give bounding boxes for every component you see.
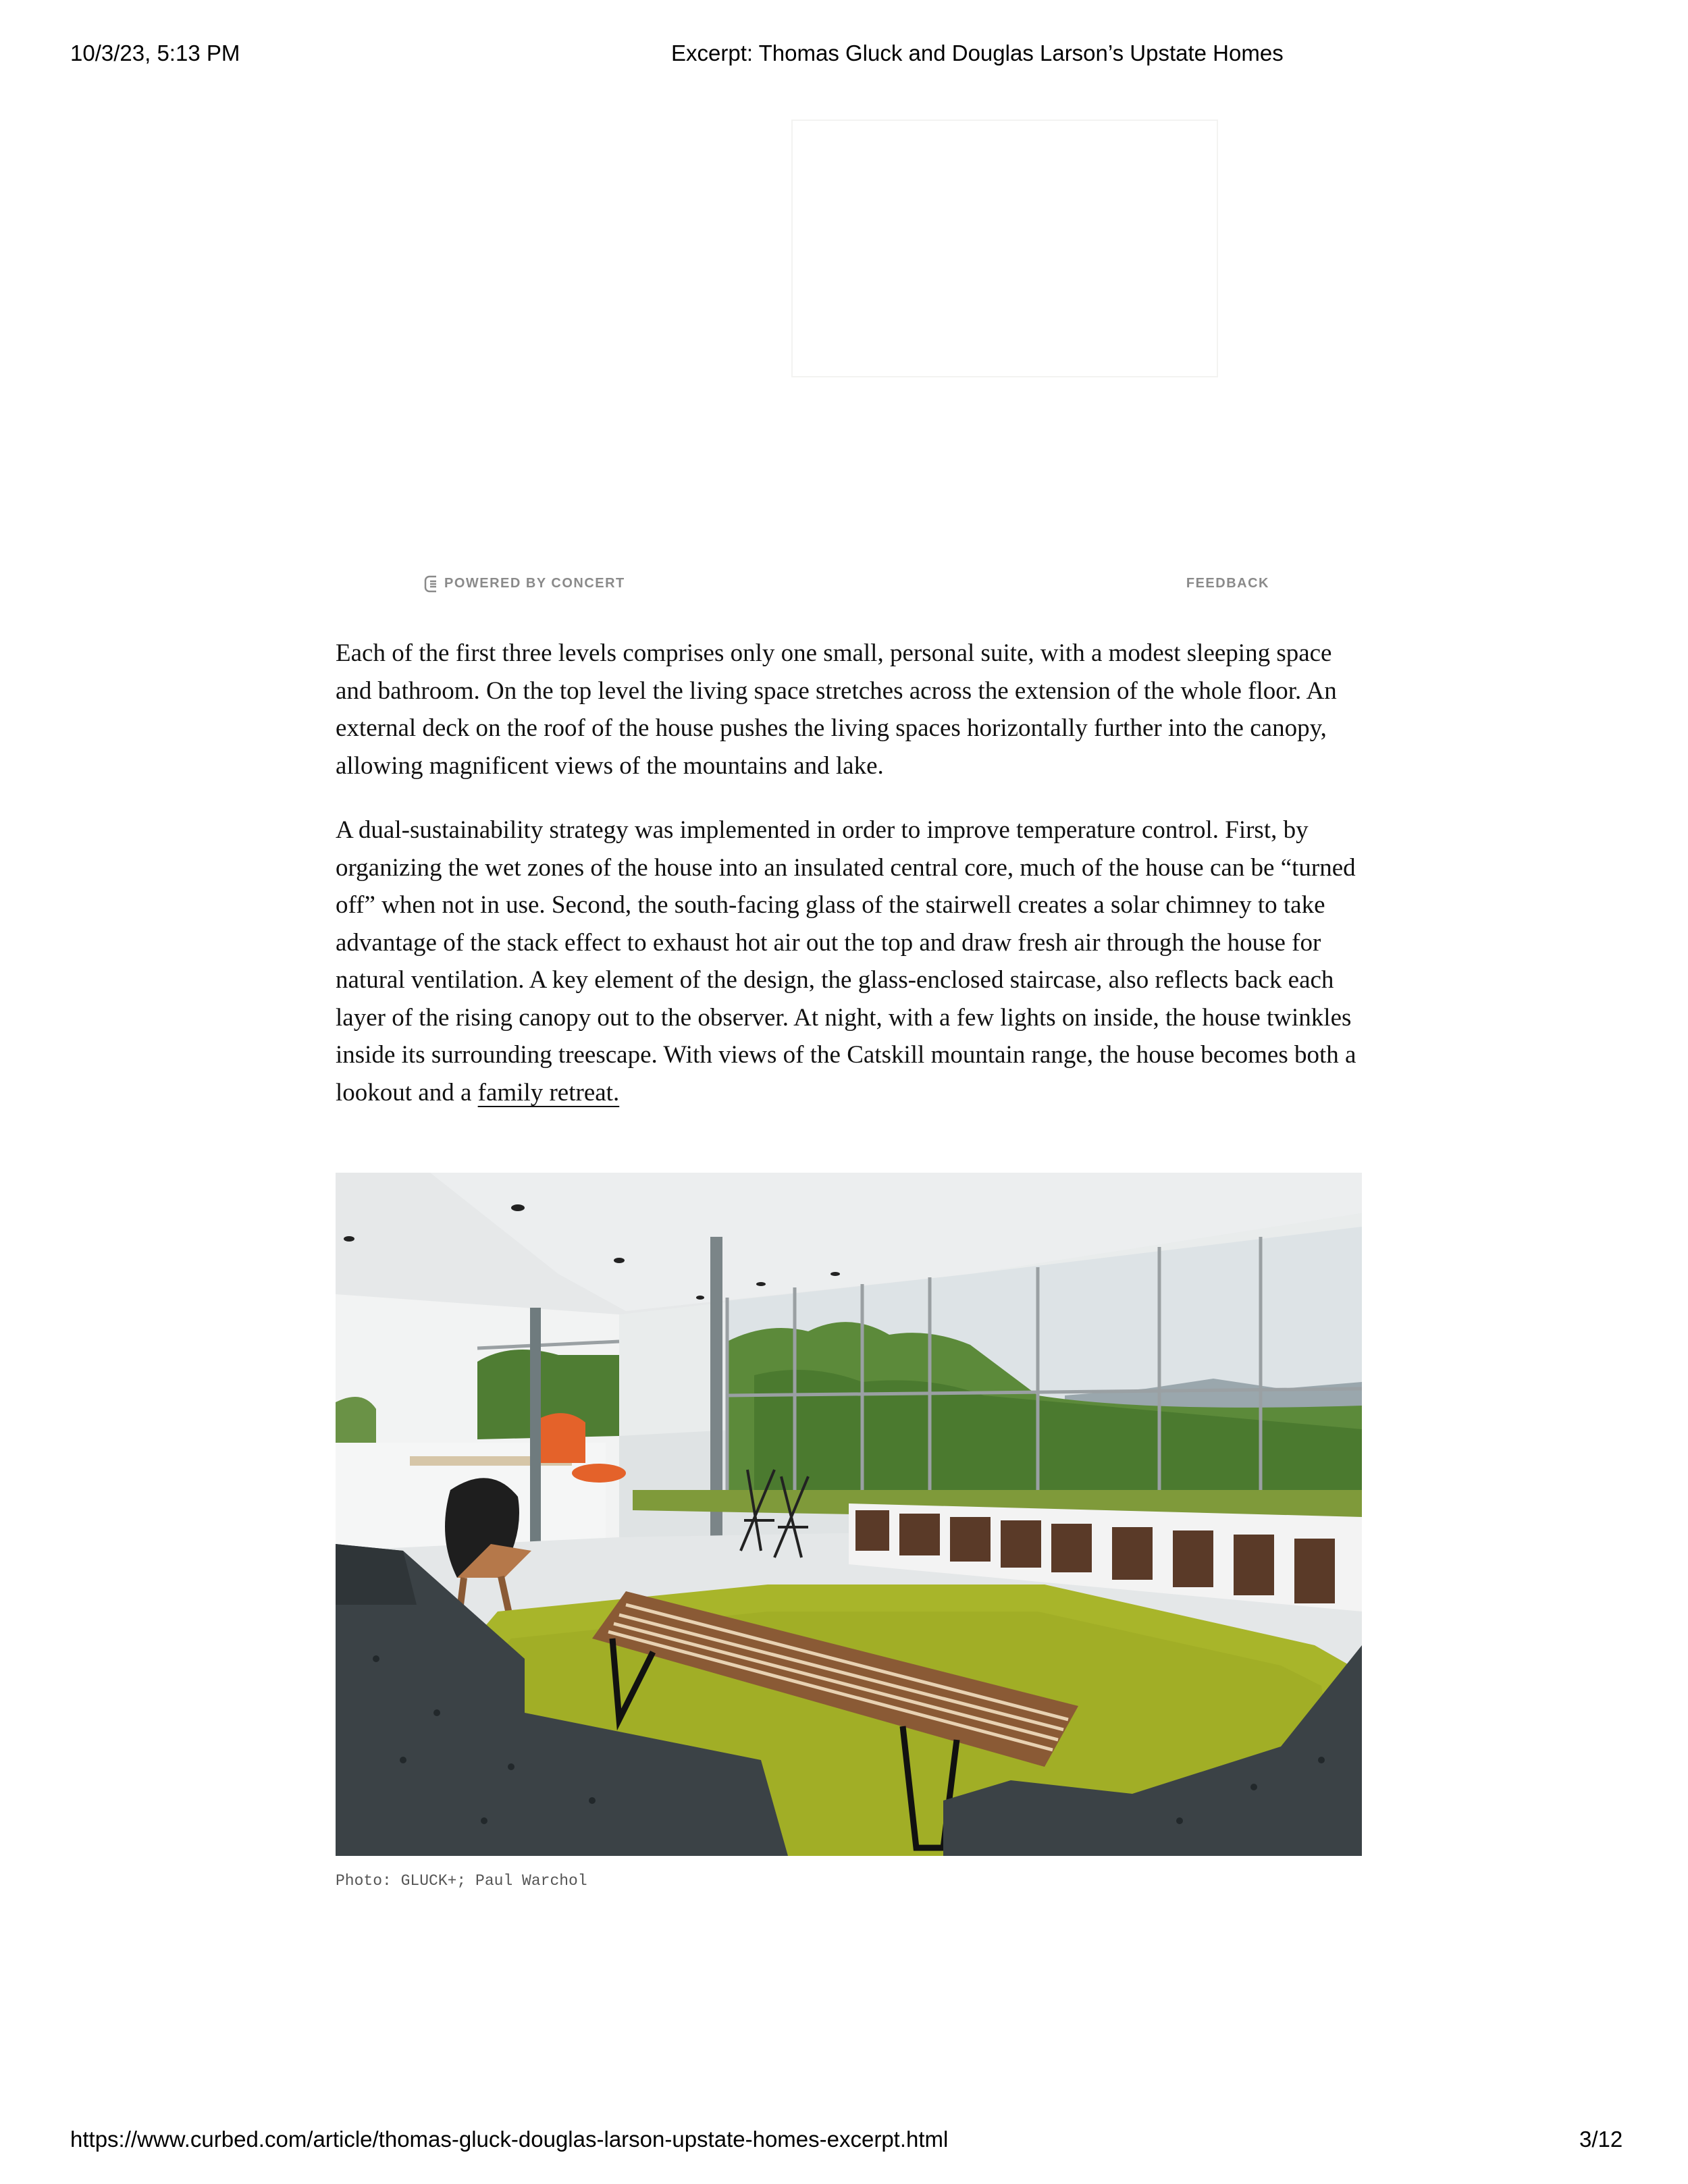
print-date: 10/3/23, 5:13 PM [70,41,240,65]
print-footer [0,2121,1688,2162]
article-photo [336,1173,1362,1856]
concert-logo-icon [424,574,439,594]
article-paragraph-text: A dual-sustainability strategy was implemented in order to improve temperature control. First, by organizing the wet zones of the house into an insulated central core, much of the house can be “turned off” when not in use. Second, the south-facing glass of the stairwell creates a solar chimney to take advantage of the stack effect to exhaust hot air out the top and draw fresh air through the house for natural ventilation. A key element of the design, the glass-enclosed staircase, also reflects back each layer of the rising canopy out to the observer. At night, with a few lights on inside, the house twinkles inside its surrounding treescape. With views of the Catskill mountain range, the house becomes both a lookout and a [336,816,1356,1107]
article-body [336,635,1362,1138]
family-retreat-link[interactable]: family retreat. [477,1078,620,1107]
article-paragraph: Each of the first three levels comprises only one small, personal suite, with a modest sleeping space and bathroom. On the top level the living space stretches across the extension of the whole floor. An external deck on the roof of the house pushes the living spaces horizontally further into the canopy, allowing magnificent views of the mountains and lake. [336,639,1337,780]
photo-caption: Photo: GLUCK+; Paul Warchol [336,1872,587,1890]
ad-slot [791,119,1218,377]
powered-by-concert-link[interactable]: POWERED BY CONCERT [444,576,625,591]
living-room-illustration [336,1173,1362,1856]
article-paragraph [336,811,1362,1111]
page-number: 3/12 [1579,2127,1623,2152]
print-page-title: Excerpt: Thomas Gluck and Douglas Larson’s Upstate Homes [671,41,1284,65]
print-url: https://www.curbed.com/article/thomas-gluck-douglas-larson-upstate-homes-excerpt.html [70,2127,949,2152]
print-header [0,35,1688,76]
concert-ad-bar [424,572,1269,600]
feedback-link[interactable]: FEEDBACK [1186,576,1269,591]
